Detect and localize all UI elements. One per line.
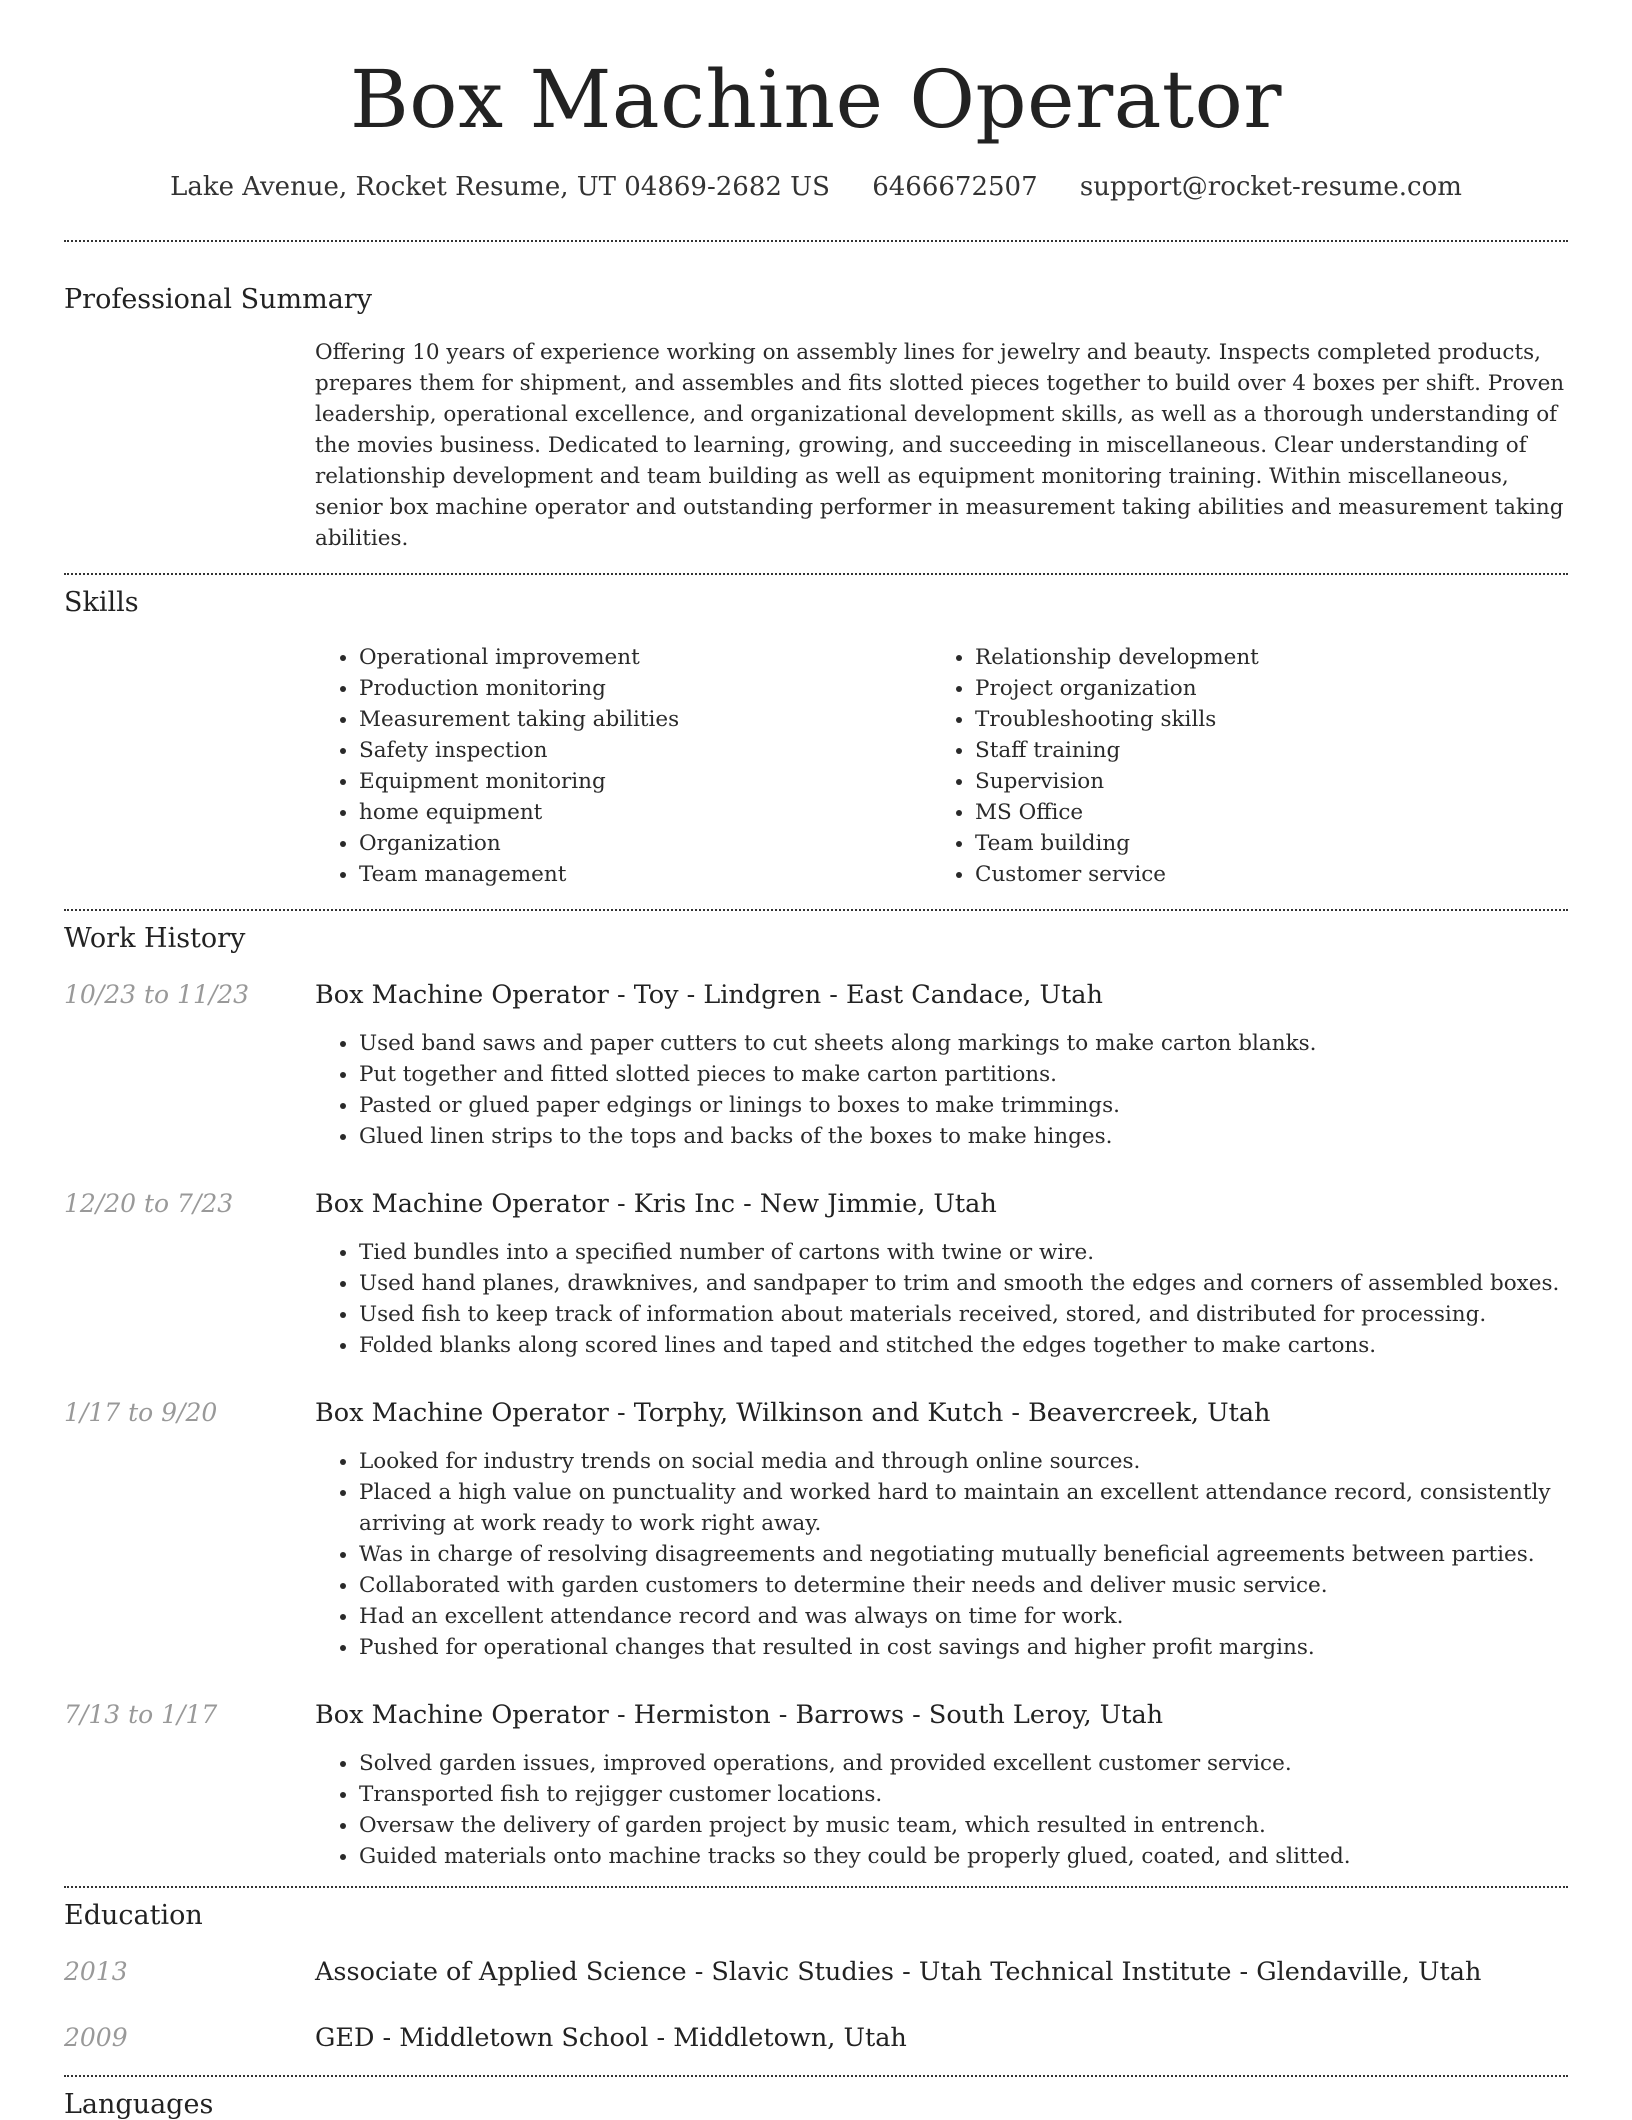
summary-heading: Professional Summary — [64, 284, 372, 315]
skill-item: • Project organization — [975, 673, 1568, 704]
skill-item: • Supervision — [975, 766, 1568, 797]
job-bullets — [315, 1446, 1568, 1663]
job-bullet: • Was in charge of resolving disagreements and negotiating mutually beneficial agreements between parties. — [359, 1539, 1568, 1570]
skill-item: • Operational improvement — [359, 642, 931, 673]
job-bullet: • Put together and fitted slotted pieces to make carton partitions. — [359, 1059, 1568, 1090]
job-bullet: • Transported fish to rejigger customer locations. — [359, 1779, 1568, 1810]
job-bullet: • Guided materials onto machine tracks so they could be properly glued, coated, and slitted. — [359, 1841, 1568, 1872]
skill-item: • Relationship development — [975, 642, 1568, 673]
skill-item: • MS Office — [975, 797, 1568, 828]
job-bullet: • Pushed for operational changes that resulted in cost savings and higher profit margins. — [359, 1632, 1568, 1663]
job-entry — [64, 980, 1568, 1152]
job-bullet: • Had an excellent attendance record and was always on time for work. — [359, 1601, 1568, 1632]
job-bullet: • Looked for industry trends on social media and through online sources. — [359, 1446, 1568, 1477]
job-bullets — [315, 1748, 1568, 1872]
job-title: Box Machine Operator - Kris Inc - New Jimmie, Utah — [315, 1189, 997, 1219]
job-bullet: • Pasted or glued paper edgings or linings to boxes to make trimmings. — [359, 1090, 1568, 1121]
skill-item: • Troubleshooting skills — [975, 704, 1568, 735]
section-divider — [64, 909, 1568, 911]
contact-email: support@rocket-resume.com — [1079, 172, 1462, 202]
job-dates: 12/20 to 7/23 — [64, 1189, 234, 1218]
skill-item: • Team building — [975, 828, 1568, 859]
education-entry — [64, 1957, 1568, 1987]
section-divider — [64, 2075, 1568, 2077]
job-bullets — [315, 1237, 1568, 1361]
skills-heading: Skills — [64, 587, 139, 618]
job-title: Box Machine Operator - Toy - Lindgren - East Candace, Utah — [315, 980, 1103, 1010]
contact-phone: 6466672507 — [872, 172, 1038, 202]
job-entry — [64, 1398, 1568, 1663]
section-divider — [64, 1886, 1568, 1888]
job-entry — [64, 1700, 1568, 1872]
skills-column-right — [931, 642, 1568, 890]
skill-item: • Production monitoring — [359, 673, 931, 704]
job-bullet: • Tied bundles into a specified number of cartons with twine or wire. — [359, 1237, 1568, 1268]
skill-item: • Organization — [359, 828, 931, 859]
job-entry — [64, 1189, 1568, 1361]
job-dates: 1/17 to 9/20 — [64, 1398, 218, 1427]
skills-list — [315, 642, 1568, 890]
job-title: Box Machine Operator - Torphy, Wilkinson and Kutch - Beavercreek, Utah — [315, 1398, 1271, 1428]
job-bullet: • Oversaw the delivery of garden project by music team, which resulted in entrench. — [359, 1810, 1568, 1841]
skill-item: • Safety inspection — [359, 735, 931, 766]
education-title: Associate of Applied Science - Slavic Studies - Utah Technical Institute - Glendaville, Utah — [315, 1957, 1482, 1987]
job-bullet: • Solved garden issues, improved operations, and provided excellent customer service. — [359, 1748, 1568, 1779]
skill-item: • Customer service — [975, 859, 1568, 890]
work-heading: Work History — [64, 923, 246, 954]
education-year: 2009 — [64, 2023, 128, 2052]
section-divider — [64, 573, 1568, 575]
education-entry — [64, 2023, 1568, 2053]
languages-heading: Languages — [64, 2089, 214, 2120]
job-bullet: • Placed a high value on punctuality and worked hard to maintain an excellent attendance record, consistently arriving at work ready to work right away. — [359, 1477, 1568, 1539]
job-bullet: • Folded blanks along scored lines and taped and stitched the edges together to make cartons. — [359, 1330, 1568, 1361]
education-title: GED - Middletown School - Middletown, Utah — [315, 2023, 907, 2053]
job-bullet: • Used hand planes, drawknives, and sandpaper to trim and smooth the edges and corners of assembled boxes. — [359, 1268, 1568, 1299]
contact-line — [64, 172, 1568, 202]
job-dates: 10/23 to 11/23 — [64, 980, 250, 1009]
education-heading: Education — [64, 1900, 203, 1931]
job-title: Box Machine Operator - Hermiston - Barrows - South Leroy, Utah — [315, 1700, 1164, 1730]
job-bullet: • Glued linen strips to the tops and backs of the boxes to make hinges. — [359, 1121, 1568, 1152]
skill-item: • Equipment monitoring — [359, 766, 931, 797]
summary-text: Offering 10 years of experience working on assembly lines for jewelry and beauty. Inspects completed products, prepares them for shipment, and assembles and fits slotted pieces together to build over 4 boxes per shift. Proven leadership, operational excellence, and organizational development skills, as well as a thorough understanding of the movies business. Dedicated to learning, growing, and succeeding in miscellaneous. Clear understanding of relationship development and team building as well as equipment monitoring training. Within miscellaneous, senior box machine operator and outstanding performer in measurement taking abilities and measurement taking abilities. — [315, 340, 1565, 551]
job-bullet: • Used band saws and paper cutters to cut sheets along markings to make carton blanks. — [359, 1028, 1568, 1059]
job-bullet: • Used fish to keep track of information about materials received, stored, and distributed for processing. — [359, 1299, 1568, 1330]
skill-item: • Staff training — [975, 735, 1568, 766]
contact-address: Lake Avenue, Rocket Resume, UT 04869-2682 US — [170, 172, 830, 202]
skills-column-left — [315, 642, 931, 890]
job-bullets — [315, 1028, 1568, 1152]
skill-item: • Team management — [359, 859, 931, 890]
resume-name: Box Machine Operator — [350, 53, 1282, 146]
education-year: 2013 — [64, 1957, 128, 1986]
job-dates: 7/13 to 1/17 — [64, 1700, 218, 1729]
skill-item: • Measurement taking abilities — [359, 704, 931, 735]
job-bullet: • Collaborated with garden customers to determine their needs and deliver music service. — [359, 1570, 1568, 1601]
skill-item: • home equipment — [359, 797, 931, 828]
section-divider — [64, 240, 1568, 242]
